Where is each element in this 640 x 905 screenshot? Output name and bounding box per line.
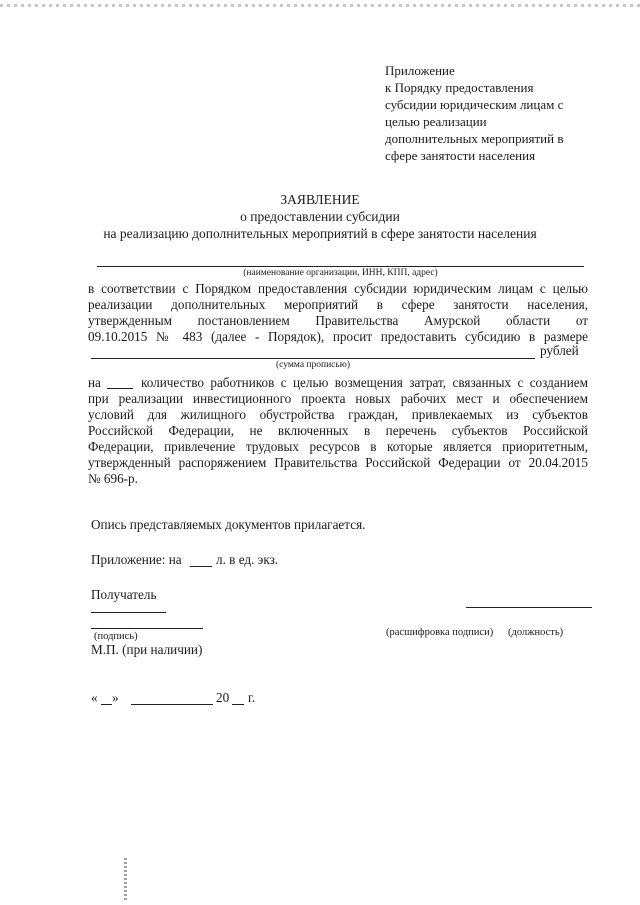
appendix-line: сфере занятости населения [385, 148, 536, 163]
document-subtitle: о предоставлении субсидии [240, 209, 400, 224]
org-caption: (наименование организации, ИНН, КПП, адрес) [243, 268, 438, 278]
paragraph-line: № 696-р. [88, 471, 138, 486]
purpose-paragraph [88, 391, 588, 487]
document-subtitle: на реализацию дополнительных мероприятий в сфере занятости населения [103, 226, 537, 241]
paragraph-line: Российской Федерации, не включенных в перечень субъектов Российской [88, 423, 588, 438]
sum-caption: (сумма прописью) [276, 360, 350, 370]
decode-caption: (расшифровка подписи) [386, 627, 494, 638]
paragraph-line: 09.10.2015 № 483 (далее - Порядок), просит предоставить субсидию в размере [88, 329, 588, 344]
na-label: на [88, 375, 101, 390]
worker-count-line [107, 388, 133, 389]
paragraph-line: количество работников с целью возмещения затрат, связанных с созданием [141, 375, 588, 390]
appendix-block [385, 62, 615, 164]
paragraph-line: условий для жилищного обустройства граждан, привлекаемых из субъектов [88, 407, 588, 422]
date-year-prefix: 20 [216, 690, 230, 705]
attachment-pages-line [190, 566, 212, 567]
appendix-line: Приложение [385, 63, 455, 78]
position-caption: (должность) [508, 627, 564, 638]
paragraph-line: Федерации, привлечение трудовых ресурсов в которые является приоритетным, [88, 439, 588, 454]
date-close-quote: » [112, 690, 119, 705]
appendix-line: целью реализации [385, 114, 487, 129]
paragraph-line: при реализации инвестиционного проекта новых рабочих мест и обеспечением [88, 391, 588, 406]
date-month-line [131, 704, 213, 705]
paragraph-line: утвержденный распоряжением Правительства Российской Федерации от 20.04.2015 [88, 455, 588, 470]
decode-line [466, 607, 592, 608]
recipient-line [91, 612, 166, 613]
date-year-line [232, 704, 244, 705]
date-day-line [101, 704, 112, 705]
recipient-label: Получатель [91, 587, 157, 602]
org-name-line [97, 266, 584, 267]
date-open-quote: « [91, 690, 98, 705]
signature-caption: (подпись) [94, 631, 138, 642]
document-title: ЗАЯВЛЕНИЕ [280, 192, 360, 207]
scan-edge-mark [0, 4, 640, 7]
inventory-note: Опись представляемых документов прилагается. [91, 517, 366, 532]
rubles-label: рублей [540, 343, 579, 358]
appendix-line: к Порядку предоставления [385, 80, 534, 95]
scan-artifact [124, 858, 127, 902]
paragraph-line: утвержденным постановлением Правительства Амурской области от [88, 313, 588, 328]
paragraph-line: в соответствии с Порядком предоставления субсидии юридическим лицам с целью [88, 281, 588, 296]
purpose-paragraph-first [141, 375, 588, 391]
attachment-suffix: л. в ед. экз. [216, 552, 279, 567]
date-year-suffix: г. [248, 690, 256, 705]
attachment-prefix: Приложение: на [91, 552, 182, 567]
signature-line [91, 628, 203, 629]
paragraph-line: реализации дополнительных мероприятий в сфере занятости населения, [88, 297, 588, 312]
sum-line [91, 358, 535, 359]
appendix-line: дополнительных мероприятий в [385, 131, 564, 146]
request-paragraph [88, 281, 588, 345]
appendix-line: субсидии юридическим лицам с [385, 97, 564, 112]
stamp-label: М.П. (при наличии) [91, 642, 203, 657]
